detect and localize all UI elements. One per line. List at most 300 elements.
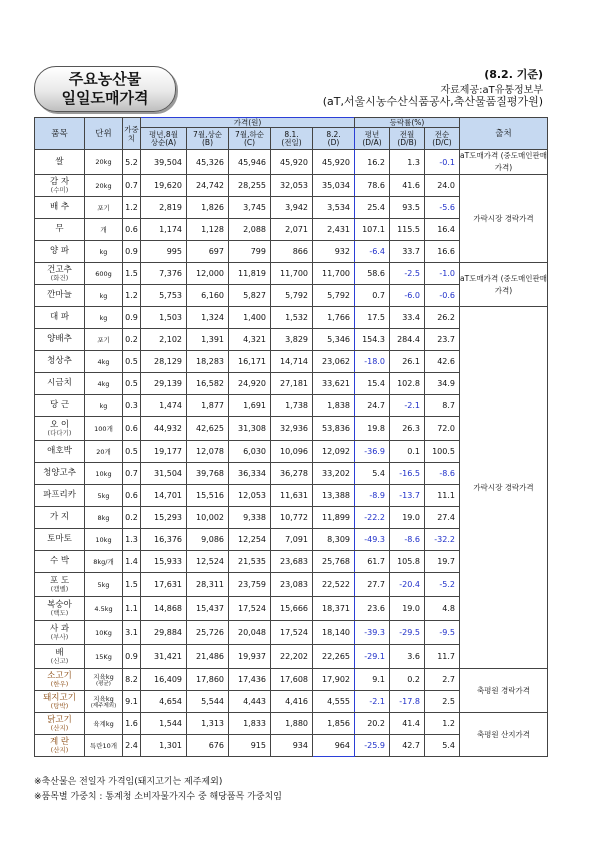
price-late-july: 12,254 <box>229 529 271 551</box>
weight-value: 5.2 <box>123 150 141 175</box>
change-vs-month: -6.0 <box>390 285 425 307</box>
col-price-0: 평년,8월 상순(A) <box>141 128 187 150</box>
price-late-july: 1,400 <box>229 307 271 329</box>
item-unit: kg <box>85 241 123 263</box>
col-change-0: 평년 (D/A) <box>355 128 390 150</box>
change-vs-avg-year: 5.4 <box>355 463 390 485</box>
col-change-2: 전순 (D/C) <box>425 128 460 150</box>
table-row <box>35 669 548 691</box>
price-today: 1,766 <box>313 307 355 329</box>
change-vs-month: -13.7 <box>390 485 425 507</box>
item-name: 당 근 <box>35 395 85 417</box>
price-avg-year: 28,129 <box>141 351 187 373</box>
weight-value: 1.1 <box>123 597 141 621</box>
weight-value: 0.5 <box>123 373 141 395</box>
change-vs-month: 284.4 <box>390 329 425 351</box>
weight-value: 0.9 <box>123 307 141 329</box>
change-vs-period: 72.0 <box>425 417 460 441</box>
change-vs-avg-year: -36.9 <box>355 441 390 463</box>
price-today: 8,309 <box>313 529 355 551</box>
change-vs-month: -8.6 <box>390 529 425 551</box>
price-avg-year: 2,102 <box>141 329 187 351</box>
item-unit: 개 <box>85 219 123 241</box>
price-avg-year: 31,421 <box>141 645 187 669</box>
change-vs-period: -9.5 <box>425 621 460 645</box>
item-name: 가 지 <box>35 507 85 529</box>
weight-value: 0.9 <box>123 241 141 263</box>
price-today: 22,265 <box>313 645 355 669</box>
weight-value: 0.7 <box>123 175 141 197</box>
footnote-weight: ※품목별 가중치 : 통계청 소비자물가지수 중 해당품목 가중치임 <box>34 792 282 802</box>
price-prev-day: 4,416 <box>271 691 313 713</box>
price-early-july: 39,768 <box>187 463 229 485</box>
price-prev-day: 23,683 <box>271 551 313 573</box>
weight-value: 1.5 <box>123 573 141 597</box>
item-name: 파프리카 <box>35 485 85 507</box>
price-late-july: 16,171 <box>229 351 271 373</box>
price-late-july: 2,088 <box>229 219 271 241</box>
col-unit: 단위 <box>85 118 123 150</box>
price-late-july: 28,255 <box>229 175 271 197</box>
price-avg-year: 1,544 <box>141 713 187 735</box>
change-vs-avg-year: 9.1 <box>355 669 390 691</box>
change-vs-period: 2.7 <box>425 669 460 691</box>
price-late-july: 17,524 <box>229 597 271 621</box>
price-today: 5,792 <box>313 285 355 307</box>
price-late-july: 1,833 <box>229 713 271 735</box>
price-late-july: 799 <box>229 241 271 263</box>
item-unit: 20kg <box>85 150 123 175</box>
price-today: 17,902 <box>313 669 355 691</box>
price-late-july: 6,030 <box>229 441 271 463</box>
change-vs-period: 11.1 <box>425 485 460 507</box>
change-vs-month: 102.8 <box>390 373 425 395</box>
col-weight: 가중치 <box>123 118 141 150</box>
item-unit: 15Kg <box>85 645 123 669</box>
price-today: 3,534 <box>313 197 355 219</box>
price-prev-day: 11,631 <box>271 485 313 507</box>
change-vs-period: 16.6 <box>425 241 460 263</box>
price-prev-day: 32,053 <box>271 175 313 197</box>
weight-value: 1.3 <box>123 529 141 551</box>
price-prev-day: 2,071 <box>271 219 313 241</box>
price-early-july: 28,311 <box>187 573 229 597</box>
price-prev-day: 11,700 <box>271 263 313 285</box>
price-early-july: 1,826 <box>187 197 229 219</box>
price-early-july: 1,128 <box>187 219 229 241</box>
price-early-july: 1,877 <box>187 395 229 417</box>
table-row <box>35 713 548 735</box>
price-early-july: 1,391 <box>187 329 229 351</box>
price-avg-year: 16,409 <box>141 669 187 691</box>
weight-value: 0.5 <box>123 441 141 463</box>
price-today: 11,899 <box>313 507 355 529</box>
change-vs-avg-year: -29.1 <box>355 645 390 669</box>
price-avg-year: 29,139 <box>141 373 187 395</box>
change-vs-month: 33.7 <box>390 241 425 263</box>
price-early-july: 21,486 <box>187 645 229 669</box>
item-unit: 5kg <box>85 573 123 597</box>
col-item: 품목 <box>35 118 85 150</box>
change-vs-period: 24.0 <box>425 175 460 197</box>
change-vs-avg-year: 25.4 <box>355 197 390 219</box>
price-late-july: 4,443 <box>229 691 271 713</box>
item-name: 양배추 <box>35 329 85 351</box>
price-prev-day: 934 <box>271 735 313 757</box>
price-early-july: 16,582 <box>187 373 229 395</box>
price-today: 33,202 <box>313 463 355 485</box>
price-today: 4,555 <box>313 691 355 713</box>
change-vs-month: 1.3 <box>390 150 425 175</box>
price-prev-day: 23,083 <box>271 573 313 597</box>
table-row <box>35 150 548 175</box>
change-vs-avg-year: -2.1 <box>355 691 390 713</box>
price-today: 1,838 <box>313 395 355 417</box>
price-today: 13,388 <box>313 485 355 507</box>
change-vs-month: -2.1 <box>390 395 425 417</box>
change-vs-month: 19.0 <box>390 507 425 529</box>
item-name: 시금치 <box>35 373 85 395</box>
weight-value: 1.2 <box>123 285 141 307</box>
price-avg-year: 995 <box>141 241 187 263</box>
price-avg-year: 19,177 <box>141 441 187 463</box>
price-source: 축평원 산지가격 <box>460 713 548 757</box>
change-vs-month: 3.6 <box>390 645 425 669</box>
item-name: 청양고추 <box>35 463 85 485</box>
price-prev-day: 14,714 <box>271 351 313 373</box>
item-name: 대 파 <box>35 307 85 329</box>
price-avg-year: 39,504 <box>141 150 187 175</box>
change-vs-month: 93.5 <box>390 197 425 219</box>
weight-value: 0.6 <box>123 417 141 441</box>
price-early-july: 42,625 <box>187 417 229 441</box>
change-vs-month: 0.1 <box>390 441 425 463</box>
price-avg-year: 15,933 <box>141 551 187 573</box>
change-vs-period: -0.1 <box>425 150 460 175</box>
data-provider-orgs: (aT,서울시농수산식품공사,축산물품질평가원) <box>322 95 543 108</box>
weight-value: 1.5 <box>123 263 141 285</box>
price-table <box>34 117 548 757</box>
price-late-july: 31,308 <box>229 417 271 441</box>
price-prev-day: 22,202 <box>271 645 313 669</box>
weight-value: 0.2 <box>123 329 141 351</box>
weight-value: 8.2 <box>123 669 141 691</box>
item-unit: 4kg <box>85 373 123 395</box>
change-vs-month: 41.4 <box>390 713 425 735</box>
price-early-july: 1,324 <box>187 307 229 329</box>
price-source: 가락시장 경락가격 <box>460 307 548 669</box>
weight-value: 3.1 <box>123 621 141 645</box>
item-name: 쌀 <box>35 150 85 175</box>
price-prev-day: 866 <box>271 241 313 263</box>
price-prev-day: 1,880 <box>271 713 313 735</box>
change-vs-period: 23.7 <box>425 329 460 351</box>
price-early-july: 1,313 <box>187 713 229 735</box>
col-price-4: 8.2. (D) <box>313 128 355 150</box>
weight-value: 0.9 <box>123 645 141 669</box>
col-change-1: 전월 (D/B) <box>390 128 425 150</box>
change-vs-period: -1.0 <box>425 263 460 285</box>
change-vs-avg-year: 154.3 <box>355 329 390 351</box>
price-today: 11,700 <box>313 263 355 285</box>
change-vs-period: -5.6 <box>425 197 460 219</box>
item-name: 사 과 (부사) <box>35 621 85 645</box>
item-unit: 10kg <box>85 463 123 485</box>
change-vs-month: 42.7 <box>390 735 425 757</box>
price-prev-day: 3,829 <box>271 329 313 351</box>
price-late-july: 12,053 <box>229 485 271 507</box>
price-late-july: 20,048 <box>229 621 271 645</box>
price-source: aT도매가격 (중도매인판매가격) <box>460 263 548 307</box>
price-late-july: 4,321 <box>229 329 271 351</box>
change-vs-avg-year: 24.7 <box>355 395 390 417</box>
change-vs-period: 34.9 <box>425 373 460 395</box>
price-today: 35,034 <box>313 175 355 197</box>
price-early-july: 12,524 <box>187 551 229 573</box>
price-today: 33,621 <box>313 373 355 395</box>
price-today: 12,092 <box>313 441 355 463</box>
col-price-3: 8.1. (전일) <box>271 128 313 150</box>
price-early-july: 5,544 <box>187 691 229 713</box>
price-late-july: 36,334 <box>229 463 271 485</box>
price-prev-day: 17,524 <box>271 621 313 645</box>
price-today: 22,522 <box>313 573 355 597</box>
item-unit: 100개 <box>85 417 123 441</box>
change-vs-avg-year: 27.7 <box>355 573 390 597</box>
change-vs-period: 11.7 <box>425 645 460 669</box>
price-today: 25,768 <box>313 551 355 573</box>
change-vs-month: 33.4 <box>390 307 425 329</box>
price-late-july: 21,535 <box>229 551 271 573</box>
price-early-july: 17,860 <box>187 669 229 691</box>
price-late-july: 11,819 <box>229 263 271 285</box>
price-early-july: 10,002 <box>187 507 229 529</box>
weight-value: 1.4 <box>123 551 141 573</box>
item-name: 오 이 (다다기) <box>35 417 85 441</box>
table-row <box>35 307 548 329</box>
change-vs-period: 8.7 <box>425 395 460 417</box>
price-avg-year: 4,654 <box>141 691 187 713</box>
change-vs-period: -0.6 <box>425 285 460 307</box>
price-early-july: 18,283 <box>187 351 229 373</box>
item-unit: 5kg <box>85 485 123 507</box>
price-prev-day: 3,942 <box>271 197 313 219</box>
item-unit: kg <box>85 395 123 417</box>
item-unit: kg <box>85 307 123 329</box>
price-early-july: 15,516 <box>187 485 229 507</box>
report-title-badge <box>34 66 176 112</box>
weight-value: 0.5 <box>123 351 141 373</box>
col-source: 출처 <box>460 118 548 150</box>
price-prev-day: 1,738 <box>271 395 313 417</box>
price-prev-day: 32,936 <box>271 417 313 441</box>
change-vs-avg-year: 15.4 <box>355 373 390 395</box>
change-vs-avg-year: 23.6 <box>355 597 390 621</box>
price-early-july: 25,726 <box>187 621 229 645</box>
price-avg-year: 31,504 <box>141 463 187 485</box>
price-today: 45,920 <box>313 150 355 175</box>
change-vs-avg-year: -25.9 <box>355 735 390 757</box>
price-avg-year: 1,474 <box>141 395 187 417</box>
price-avg-year: 2,819 <box>141 197 187 219</box>
change-vs-period: 5.4 <box>425 735 460 757</box>
price-prev-day: 27,181 <box>271 373 313 395</box>
price-source: 가락시장 경락가격 <box>460 175 548 263</box>
change-vs-avg-year: 61.7 <box>355 551 390 573</box>
price-avg-year: 1,301 <box>141 735 187 757</box>
price-source: aT도매가격 (중도매인판매가격) <box>460 150 548 175</box>
price-avg-year: 17,631 <box>141 573 187 597</box>
change-vs-period: 2.5 <box>425 691 460 713</box>
price-early-july: 45,326 <box>187 150 229 175</box>
price-late-july: 5,827 <box>229 285 271 307</box>
weight-value: 0.3 <box>123 395 141 417</box>
change-vs-month: 115.5 <box>390 219 425 241</box>
footnote-livestock: ※축산물은 전일자 가격임(돼지고기는 제주제외) <box>34 777 223 787</box>
price-today: 18,140 <box>313 621 355 645</box>
change-vs-avg-year: 0.7 <box>355 285 390 307</box>
item-name: 배 (신고) <box>35 645 85 669</box>
change-vs-avg-year: -22.2 <box>355 507 390 529</box>
change-vs-avg-year: 16.2 <box>355 150 390 175</box>
price-today: 53,836 <box>313 417 355 441</box>
table-row <box>35 263 548 285</box>
price-avg-year: 16,376 <box>141 529 187 551</box>
change-vs-month: 26.3 <box>390 417 425 441</box>
price-prev-day: 1,532 <box>271 307 313 329</box>
item-unit: 포기 <box>85 197 123 219</box>
price-early-july: 15,437 <box>187 597 229 621</box>
change-vs-month: -29.5 <box>390 621 425 645</box>
item-name: 닭고기 (산지) <box>35 713 85 735</box>
weight-value: 9.1 <box>123 691 141 713</box>
price-late-july: 23,759 <box>229 573 271 597</box>
change-vs-month: 0.2 <box>390 669 425 691</box>
item-name: 양 파 <box>35 241 85 263</box>
weight-value: 1.2 <box>123 197 141 219</box>
report-title-line2: 일일도매가격 <box>61 89 149 107</box>
item-unit: 20개 <box>85 441 123 463</box>
price-today: 1,856 <box>313 713 355 735</box>
change-vs-avg-year: -6.4 <box>355 241 390 263</box>
price-avg-year: 1,174 <box>141 219 187 241</box>
change-vs-period: -32.2 <box>425 529 460 551</box>
change-vs-avg-year: 20.2 <box>355 713 390 735</box>
item-name: 토마토 <box>35 529 85 551</box>
price-avg-year: 7,376 <box>141 263 187 285</box>
price-early-july: 697 <box>187 241 229 263</box>
change-vs-avg-year: 107.1 <box>355 219 390 241</box>
item-name: 무 <box>35 219 85 241</box>
item-unit: kg <box>85 285 123 307</box>
change-vs-period: 16.4 <box>425 219 460 241</box>
item-unit: 20kg <box>85 175 123 197</box>
price-late-july: 17,436 <box>229 669 271 691</box>
item-unit: 600g <box>85 263 123 285</box>
price-early-july: 12,078 <box>187 441 229 463</box>
item-name: 배 추 <box>35 197 85 219</box>
price-avg-year: 29,884 <box>141 621 187 645</box>
data-provider: 자료제공:aT유통정보부 <box>440 85 543 96</box>
item-unit: 육계kg <box>85 713 123 735</box>
change-vs-month: 105.8 <box>390 551 425 573</box>
item-unit: 지육kg (평균) <box>85 669 123 691</box>
price-avg-year: 1,503 <box>141 307 187 329</box>
weight-value: 0.6 <box>123 485 141 507</box>
price-late-july: 45,946 <box>229 150 271 175</box>
weight-value: 2.4 <box>123 735 141 757</box>
change-vs-period: 42.6 <box>425 351 460 373</box>
price-late-july: 19,937 <box>229 645 271 669</box>
item-unit: 4kg <box>85 351 123 373</box>
item-unit: 지육kg (제주제외) <box>85 691 123 713</box>
price-early-july: 676 <box>187 735 229 757</box>
item-name: 돼지고기 (탕박) <box>35 691 85 713</box>
col-price-group: 가격(원) <box>141 118 355 128</box>
item-name: 청상추 <box>35 351 85 373</box>
weight-value: 0.6 <box>123 219 141 241</box>
price-early-july: 9,086 <box>187 529 229 551</box>
change-vs-period: 26.2 <box>425 307 460 329</box>
change-vs-period: 27.4 <box>425 507 460 529</box>
change-vs-period: -8.6 <box>425 463 460 485</box>
price-early-july: 12,000 <box>187 263 229 285</box>
price-today: 23,062 <box>313 351 355 373</box>
weight-value: 0.7 <box>123 463 141 485</box>
change-vs-avg-year: 78.6 <box>355 175 390 197</box>
price-today: 932 <box>313 241 355 263</box>
change-vs-period: 19.7 <box>425 551 460 573</box>
item-unit: 10kg <box>85 529 123 551</box>
item-name: 건고추 (화건) <box>35 263 85 285</box>
col-change-group: 등락률(%) <box>355 118 460 128</box>
price-prev-day: 10,096 <box>271 441 313 463</box>
change-vs-period: 1.2 <box>425 713 460 735</box>
item-unit: 8kg <box>85 507 123 529</box>
price-prev-day: 7,091 <box>271 529 313 551</box>
col-price-2: 7월,하순 (C) <box>229 128 271 150</box>
price-prev-day: 5,792 <box>271 285 313 307</box>
col-price-1: 7월,상순 (B) <box>187 128 229 150</box>
item-name: 복숭아 (백도) <box>35 597 85 621</box>
price-source: 축평원 경락가격 <box>460 669 548 713</box>
price-prev-day: 15,666 <box>271 597 313 621</box>
item-name: 포 도 (캠벨) <box>35 573 85 597</box>
price-early-july: 6,160 <box>187 285 229 307</box>
change-vs-month: 41.6 <box>390 175 425 197</box>
price-late-july: 24,920 <box>229 373 271 395</box>
report-title-line1: 주요농산물 <box>68 70 142 88</box>
change-vs-avg-year: -18.0 <box>355 351 390 373</box>
price-today: 5,346 <box>313 329 355 351</box>
price-avg-year: 44,932 <box>141 417 187 441</box>
change-vs-avg-year: -39.3 <box>355 621 390 645</box>
item-name: 감 자 (수미) <box>35 175 85 197</box>
change-vs-month: 26.1 <box>390 351 425 373</box>
price-late-july: 9,338 <box>229 507 271 529</box>
price-avg-year: 14,701 <box>141 485 187 507</box>
reference-date: (8.2. 기준) <box>484 68 543 81</box>
price-early-july: 24,742 <box>187 175 229 197</box>
change-vs-month: -17.8 <box>390 691 425 713</box>
item-unit: 4.5kg <box>85 597 123 621</box>
change-vs-period: 4.8 <box>425 597 460 621</box>
item-name: 애호박 <box>35 441 85 463</box>
item-name: 소고기 (한우) <box>35 669 85 691</box>
item-unit: 10Kg <box>85 621 123 645</box>
price-prev-day: 36,278 <box>271 463 313 485</box>
change-vs-month: -20.4 <box>390 573 425 597</box>
